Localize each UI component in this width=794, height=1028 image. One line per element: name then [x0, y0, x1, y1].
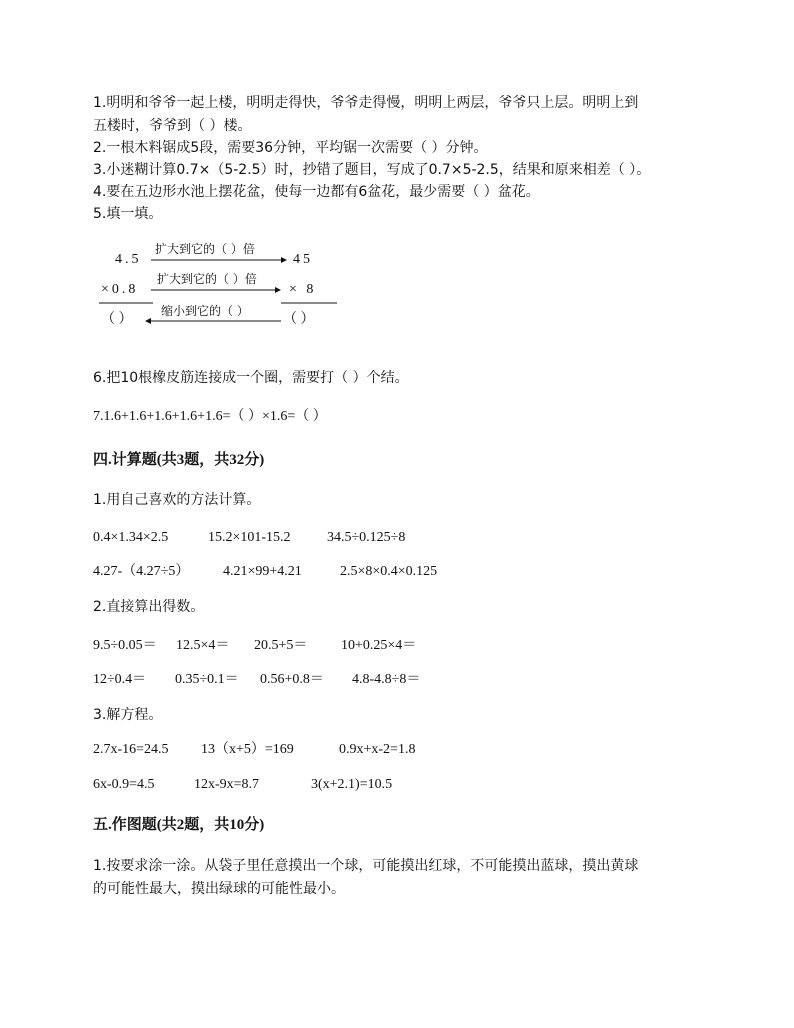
- drawing-question-1-line-1: 1.按要求涂一涂。从袋子里任意摸出一个球，可能摸出红球，不可能摸出蓝球，摸出黄球: [93, 858, 639, 874]
- right-mid-number: × 8: [289, 282, 317, 297]
- equation: 3(x+2.1)=10.5: [311, 777, 393, 792]
- arrow-bottom-head: [145, 318, 151, 324]
- problem: 20.5+5＝: [254, 638, 308, 653]
- question-6: 6.把10根橡皮筋连接成一个圈，需要打（ ）个结。: [93, 370, 409, 386]
- problem: 4.27-（4.27÷5）: [93, 564, 190, 579]
- arrow-label-top: 扩大到它的（ ）倍: [155, 242, 255, 256]
- arrow-label-mid: 扩大到它的（ ）倍: [157, 272, 257, 286]
- part-3-row-1: [93, 740, 513, 760]
- problem: 0.35÷0.1＝: [175, 672, 239, 687]
- problem: 0.4×1.34×2.5: [93, 530, 169, 545]
- question-1-line-2: 五楼时，爷爷到（ ）楼。: [93, 118, 252, 134]
- arrow-mid-head: [275, 287, 281, 293]
- problem: 10+0.25×4＝: [341, 638, 417, 653]
- question-4: 4.要在五边形水池上摆花盆，使每一边都有6盆花，最少需要（ ）盆花。: [93, 184, 540, 200]
- right-bottom-blank: （ ）: [283, 312, 315, 327]
- problem: 34.5÷0.125÷8: [327, 530, 406, 545]
- part-3-row-2: [93, 775, 513, 795]
- equation: 13（x+5）=169: [201, 742, 294, 757]
- diagram-lines: [93, 236, 353, 336]
- equation: 0.9x+x-2=1.8: [339, 742, 416, 757]
- left-bottom-blank: （ ）: [101, 312, 133, 327]
- part-1-title: 1.用自己喜欢的方法计算。: [93, 492, 261, 508]
- question-2: 2.一根木料锯成5段，需要36分钟，平均锯一次需要（ ）分钟。: [93, 140, 488, 156]
- multiplication-diagram: [93, 236, 353, 336]
- section-4-heading: 四.计算题(共3题，共32分): [93, 452, 265, 468]
- question-1-line-1: 1.明明和爷爷一起上楼，明明走得快，爷爷走得慢，明明上两层，爷爷只上层。明明上到: [93, 95, 639, 111]
- part-1-row-1: [93, 528, 513, 548]
- part-2-title: 2.直接算出得数。: [93, 599, 205, 615]
- problem: 4.8-4.8÷8＝: [352, 672, 421, 687]
- right-top-number: 45: [293, 252, 313, 267]
- problem: 12÷0.4＝: [93, 672, 147, 687]
- problem: 9.5÷0.05＝: [93, 638, 157, 653]
- part-1-row-2: [93, 562, 513, 582]
- problem: 4.21×99+4.21: [223, 564, 302, 579]
- question-3: 3.小迷糊计算0.7×（5-2.5）时，抄错了题目，写成了0.7×5-2.5，结果和原来相差（ ）。: [93, 162, 651, 178]
- question-7: 7.1.6+1.6+1.6+1.6+1.6=（ ）×1.6=（ ）: [93, 409, 327, 424]
- drawing-question-1-line-2: 的可能性最大，摸出绿球的可能性最小。: [93, 881, 345, 897]
- problem: 2.5×8×0.4×0.125: [340, 564, 438, 579]
- equation: 12x-9x=8.7: [194, 777, 260, 792]
- equation: 6x-0.9=4.5: [93, 777, 155, 792]
- part-2-row-2: [93, 670, 513, 690]
- left-top-number: 4.5: [115, 252, 142, 267]
- part-2-row-1: [93, 636, 513, 656]
- arrow-top-head: [281, 257, 287, 263]
- left-mid-number: ×0.8: [101, 282, 139, 297]
- part-3-title: 3.解方程。: [93, 707, 163, 723]
- problem: 0.56+0.8＝: [260, 672, 324, 687]
- problem: 15.2×101-15.2: [208, 530, 291, 545]
- problem: 12.5×4＝: [176, 638, 230, 653]
- equation: 2.7x-16=24.5: [93, 742, 169, 757]
- arrow-label-bottom: 缩小到它的（ ）: [161, 304, 249, 318]
- section-5-heading: 五.作图题(共2题，共10分): [93, 817, 265, 833]
- question-5: 5.填一填。: [93, 206, 163, 222]
